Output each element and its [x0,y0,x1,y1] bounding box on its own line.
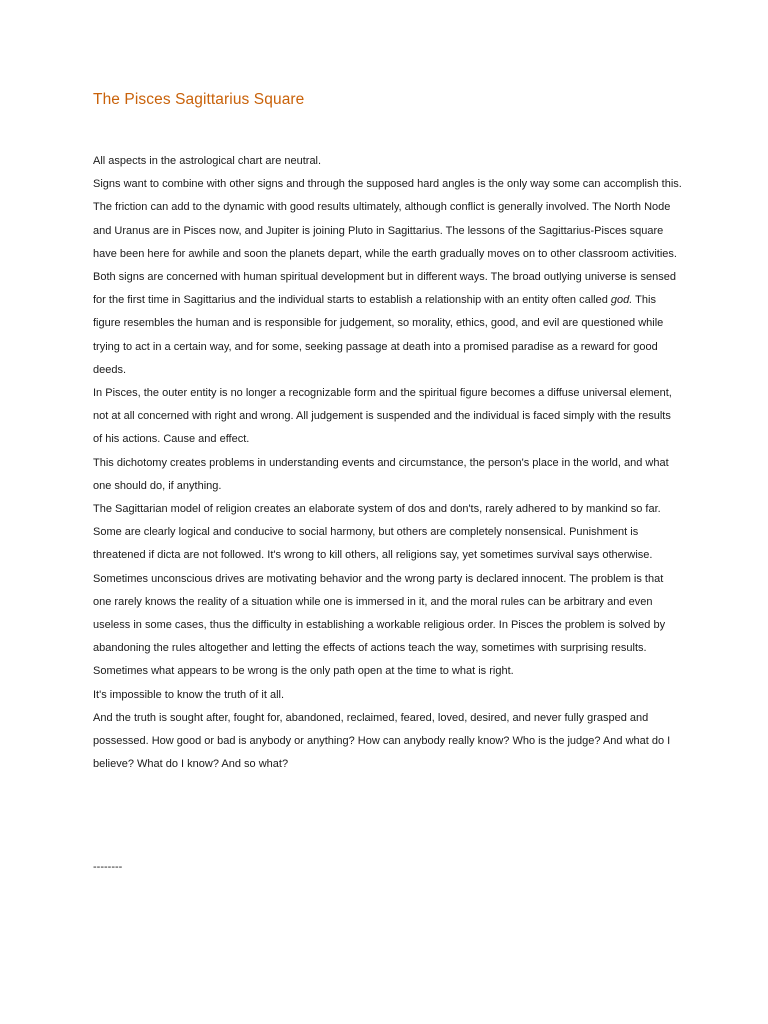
paragraph [93,266,683,382]
paragraph-text: This figure resembles the human and is responsible for judgement, so morality, ethics, good, and evil are questioned while trying to act in a certain way, and for some, seeking passage at death into a promised paradise as a reward for good deeds. [93,294,664,376]
paragraph: This dichotomy creates problems in understanding events and circumstance, the person's place in the world, and what one should do, if anything. [93,456,669,492]
document-title: The Pisces Sagittarius Square [93,91,305,108]
document-body [93,150,683,776]
paragraph: Signs want to combine with other signs and through the supposed hard angles is the only way some can accomplish this. The friction can add to the dynamic with good results ultimately, although conflict is generally involved. The North Node and Uranus are in Pisces now, and Jupiter is joining Pluto in Sagittarius. The lessons of the Sagittarius-Pisces square have been here for awhile and soon the planets depart, while the earth gradually moves on to other classroom activities. [93,178,682,260]
paragraph: In Pisces, the outer entity is no longer a recognizable form and the spiritual figure becomes a diffuse universal element, not at all concerned with right and wrong. All judgement is suspended and the individual is faced simply with the results of his actions. Cause and effect. [93,387,672,446]
separator-line: -------- [93,861,123,873]
paragraph: And the truth is sought after, fought for, abandoned, reclaimed, feared, loved, desired, and never fully grasped and possessed. How good or bad is anybody or anything? How can anybody really know? Who is the judge? And what do I believe? What do I know? And so what? [93,711,671,771]
paragraph: All aspects in the astrological chart are neutral. [93,155,322,167]
paragraph: The Sagittarian model of religion creates an elaborate system of dos and don'ts, rarely adhered to by mankind so far. Some are clearly logical and conducive to social harmony, but others are completely nonsensical. Punishment is threatened if dicta are not followed. It's wrong to kill others, all religions say, yet sometimes survival says otherwise. Sometimes unconscious drives are motivating behavior and the wrong party is declared innocent. The problem is that one rarely knows the reality of a situation while one is immersed in it, and the moral rules can be arbitrary and even useless in some cases, thus the difficulty in establishing a workable religious order. In Pisces the problem is solved by abandoning the rules altogether and letting the effects of actions teach the way, sometimes with surprising results. Sometimes what appears to be wrong is the only path open at the time to what is right. [93,503,666,678]
paragraph: It's impossible to know the truth of it all. [93,688,285,701]
emphasized-word: god. [610,294,633,307]
paragraph-text: Both signs are concerned with human spiritual development but in different ways. The broad outlying universe is sensed for the first time in Sagittarius and the individual starts to establish a relationship with an entity often called [93,271,676,307]
